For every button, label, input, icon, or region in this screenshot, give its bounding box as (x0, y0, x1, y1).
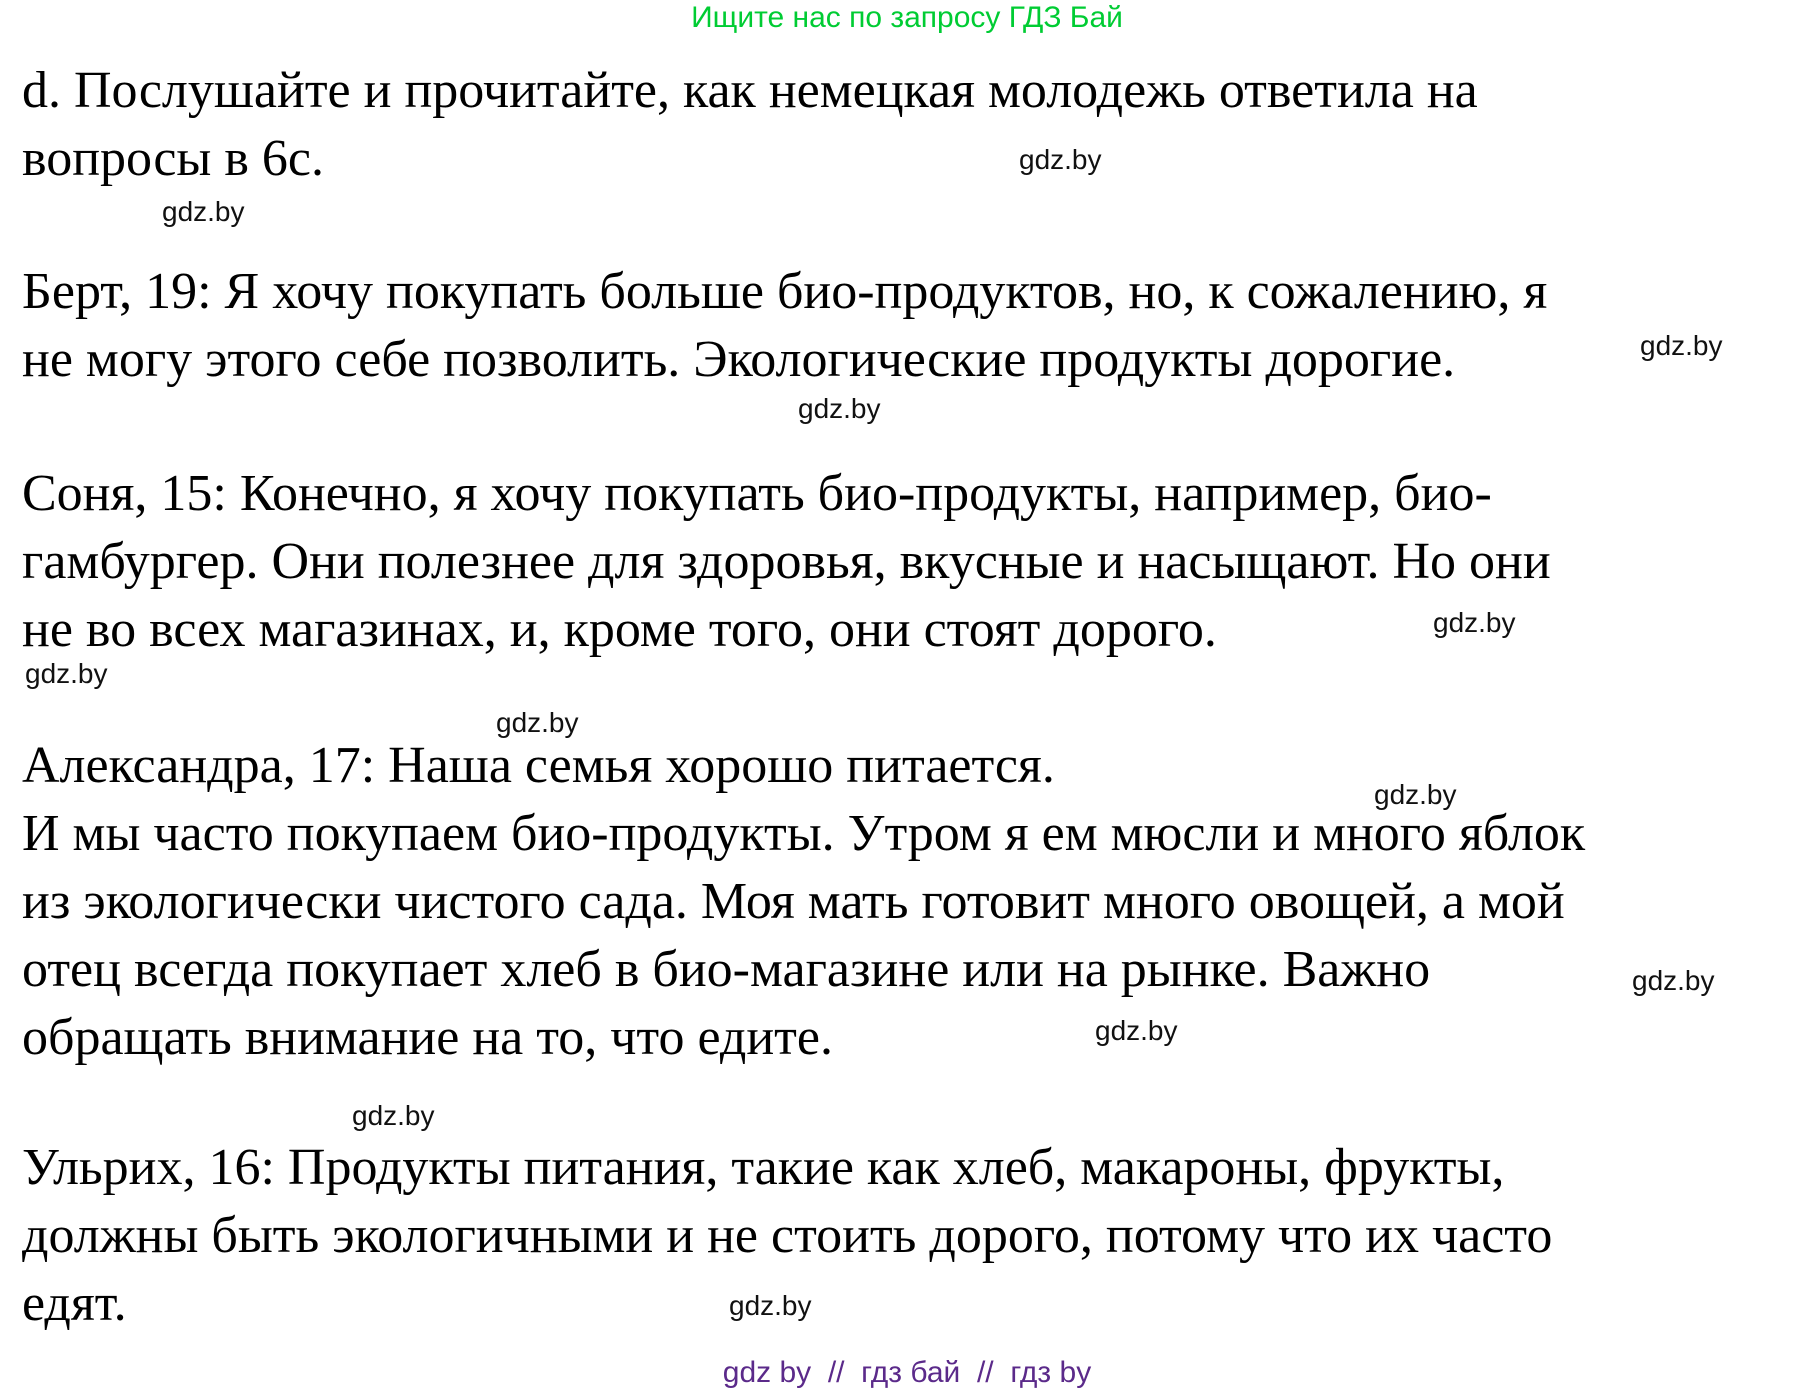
watermark: gdz.by (1374, 779, 1457, 810)
answer-bert (22, 258, 1547, 394)
task-line: вопросы в 6c. (22, 130, 324, 187)
answer-sonya (22, 460, 1551, 664)
answer-alexandra (22, 732, 1585, 1072)
watermark: gdz.by (1019, 144, 1102, 175)
watermark: gdz.by (352, 1100, 435, 1131)
task-heading (22, 57, 1478, 193)
answer-line: не могу этого себе позволить. Экологические продукты дорогие. (22, 331, 1456, 388)
answer-line: И мы часто покупаем био-продукты. Утром я ем мюсли и много яблок (22, 805, 1586, 862)
answer-line: Ульрих, 16: Продукты питания, такие как хлеб, макароны, фрукты, (22, 1139, 1505, 1196)
answer-line: из экологически чистого сада. Моя мать готовит много овощей, а мой (22, 873, 1565, 930)
answer-line: должны быть экологичными и не стоить дорого, потому что их часто (22, 1207, 1553, 1264)
top-banner: Ищите нас по запросу ГДЗ Бай (691, 1, 1123, 34)
footer-links: gdz by // гдз бай // гдз by (722, 1356, 1092, 1389)
answer-line: отец всегда покупает хлеб в био-магазине или на рынке. Важно (22, 941, 1431, 998)
watermark: gdz.by (1632, 965, 1715, 996)
watermark: gdz.by (1640, 330, 1723, 361)
watermark: gdz.by (729, 1290, 812, 1321)
answer-line: гамбургер. Они полезнее для здоровья, вкусные и насыщают. Но они (22, 533, 1551, 590)
watermark: gdz.by (25, 658, 108, 689)
answer-line: обращать внимание на то, что едите. (22, 1009, 833, 1066)
answer-line: Александра, 17: Наша семья хорошо питается. (22, 737, 1055, 794)
answer-line: Берт, 19: Я хочу покупать больше био-продуктов, но, к сожалению, я (22, 263, 1548, 320)
answer-line: не во всех магазинах, и, кроме того, они стоят дорого. (22, 601, 1217, 658)
watermark: gdz.by (162, 196, 245, 227)
watermark: gdz.by (798, 393, 881, 424)
answer-line: едят. (22, 1275, 127, 1332)
watermark: gdz.by (1095, 1015, 1178, 1046)
watermark: gdz.by (1433, 607, 1516, 638)
answer-line: Соня, 15: Конечно, я хочу покупать био-продукты, например, био- (22, 465, 1492, 522)
task-line: d. Послушайте и прочитайте, как немецкая молодежь ответила на (22, 62, 1478, 119)
watermark: gdz.by (496, 707, 579, 738)
